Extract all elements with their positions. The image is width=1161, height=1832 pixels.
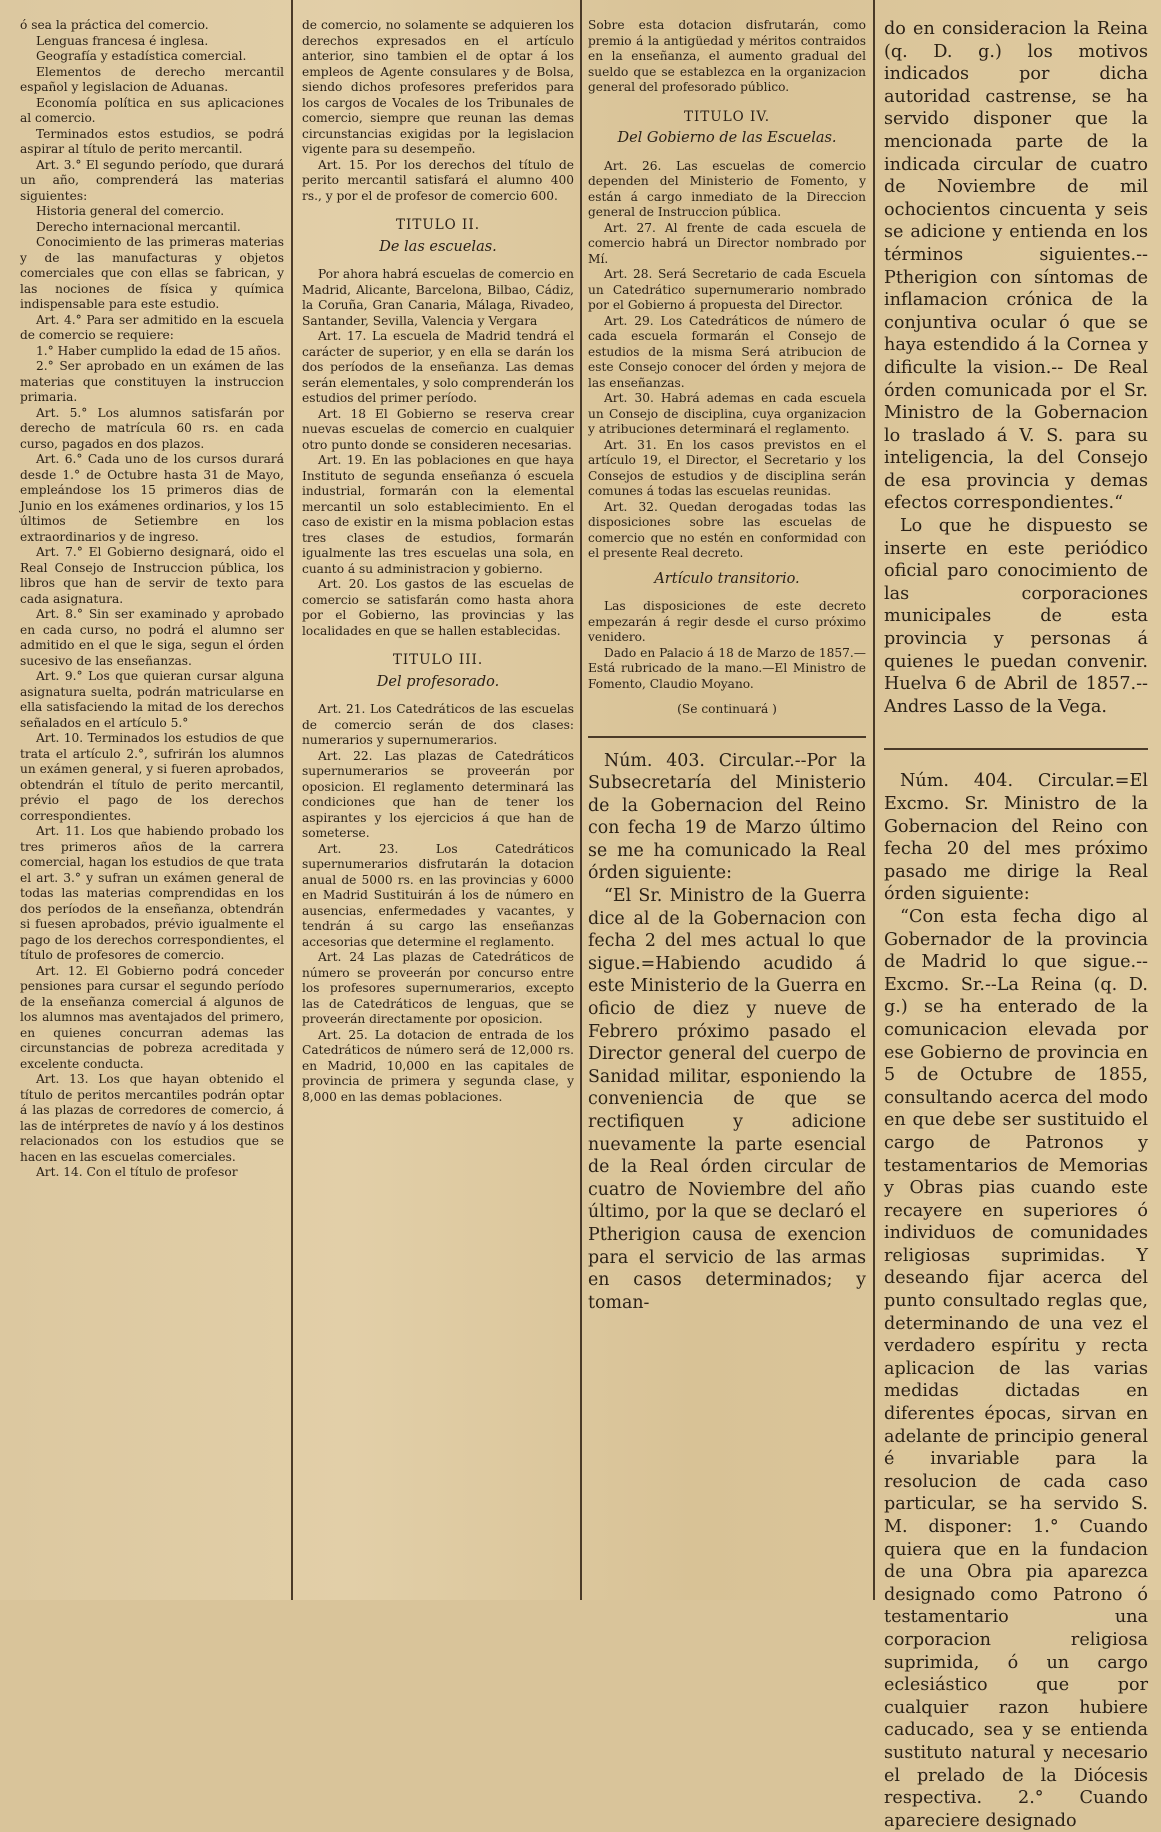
paragraph: de comercio, no solamente se adquieren los derechos expresados en el artículo anterior, sino tambien el de optar á los empleos de Agente consulares y de Bolsa, siendo dichos profesores preferidos para los cargos de Vocales de los Tribunales de comercio, siempre que reunan las demas circunstancias exigidas por la legislacion vigente para su desempeño. xyxy=(302,18,574,156)
article: Art. 25. La dotacion de entrada de los Catedráticos de número será de 12,000 rs. en Madrid, 10,000 en las capitales de provincia de primera y segunda clase, y 8,000 en las demas poblaciones. xyxy=(302,1027,574,1104)
article: Art. 29. Los Catedráticos de número de cada escuela formarán el Consejo de estudios de la misma Será atribucion de este Consejo conocer del órden y mejora de las enseñanzas. xyxy=(588,313,866,390)
article: Art. 3.° El segundo período, que durará un año, comprenderá las materias siguientes: xyxy=(20,157,284,203)
paragraph: Derecho internacional mercantil. xyxy=(36,219,241,234)
article: Art. 19. En las poblaciones en que haya Instituto de segunda enseñanza ó escuela industrial, formarán con la elemental mercantil un solo establecimiento. En el caso de existir en la misma poblacion estas tres clases de estudios, formarán igualmente las tres escuelas una sola, en cuanto á su administracion y gobierno. xyxy=(302,453,574,576)
column-rule xyxy=(580,0,582,1600)
paragraph: Geografía y estadística comercial. xyxy=(36,49,247,63)
section-subheading: Artículo transitorio. xyxy=(654,570,800,587)
circular-paragraph: Núm. 403. Circular.--Por la Subsecretaría del Ministerio de la Gobernacion del Reino con fecha 19 de Marzo último se me ha comunicado la Real órden siguiente: xyxy=(588,750,866,884)
paragraph: Economía política en sus aplicaciones al comercio. xyxy=(20,95,284,125)
paragraph: 2.° Ser aprobado en un exámen de las materias que constituyen la instruccion primaria. xyxy=(20,359,284,404)
article: Art. 10. Terminados los estudios de que trata el artículo 2.°, sufrirán los alumnos un exámen general, y si fueren aprobados, obtendrán el título de perito mercantil, prévio el pago de los derechos correspondientes. xyxy=(20,731,284,823)
column-rule xyxy=(873,0,875,1600)
article: Art. 32. Quedan derogadas todas las disposiciones sobre las escuelas de comercio que no estén en conformidad con el presente Real decreto. xyxy=(588,499,866,560)
article: Art. 30. Habrá ademas en cada escuela un Consejo de disciplina, cuya organizacion y atribuciones determinará el reglamento. xyxy=(588,391,866,436)
column-2 xyxy=(302,18,574,1105)
circular-paragraph: Lo que he dispuesto se inserte en este periódico oficial paro conocimiento de las corporaciones municipales de esta provincia y personas á quienes le puedan convenir. Huelva 6 de Abril de 1857.--Andres Lasso de la Vega. xyxy=(884,516,1148,717)
column-4 xyxy=(884,18,1148,1832)
section-divider xyxy=(884,748,1148,750)
column-1 xyxy=(20,18,284,1181)
column-3 xyxy=(588,18,866,1314)
paragraph: Lenguas francesa é inglesa. xyxy=(36,33,209,48)
article: Art. 31. En los casos previstos en el artículo 19, el Director, el Secretario y los Consejos de estudios y de disciplina serán comunes á todas las escuelas reunidas. xyxy=(588,437,866,498)
circular-paragraph: Núm. 404. Circular.=El Excmo. Sr. Ministro de la Gobernacion del Reino con fecha 20 del mes próximo pasado me dirige la Real órden siguiente: xyxy=(884,771,1148,905)
section-heading: TITULO II. xyxy=(396,217,480,233)
circular-paragraph: do en consideracion la Reina (q. D. g.) los motivos indicados por dicha autoridad castrense, se ha servido disponer que la mencionada parte de la indicada circular de cuatro de Noviembre de mil ochocientos cincuenta y seis se adicione y entienda en los términos siguientes.--Ptherigion con síntomas de inflamacion crónica de la conjuntiva ocular ó que se haya estendido á la Cornea y dificulte la vision.-- De Real órden comunicada por el Sr. Ministro de la Gobernacion lo traslado á V. S. para su inteligencia, la del Consejo de esa provincia y demas efectos correspondientes.“ xyxy=(884,19,1148,514)
continued-note: (Se continuará ) xyxy=(677,702,777,716)
article: Art. 24 Las plazas de Catedráticos de número se proveerán por concurso entre los profesores supernumerarios, excepto las de Catedráticos de lenguas, que se proveerán directamente por oposicion. xyxy=(302,950,574,1026)
article: Art. 15. Por los derechos del título de perito mercantil satisfará el alumno 400 rs., y por el de profesor de comercio 600. xyxy=(302,157,574,203)
paragraph: ó sea la práctica del comercio. xyxy=(20,18,209,32)
article: Art. 23. Los Catedráticos supernumerarios disfrutarán la dotacion anual de 5000 rs. en las provincias y 6000 en Madrid Sustituirán á los de número en ausencias, enfermedades y vacantes, y tendrán á su cargo las enseñanzas accesorias que determine el reglamento. xyxy=(302,841,574,949)
article: Art. 12. El Gobierno podrá conceder pensiones para cursar el segundo período de la enseñanza comercial á algunos de los alumnos mas aventajados del primero, en quienes concurran ademas las circunstancias de pobreza acreditada y excelente conducta. xyxy=(20,963,284,1071)
article: Art. 7.° El Gobierno designará, oido el Real Consejo de Instruccion pública, los libros que han de servir de texto para cada asignatura. xyxy=(20,545,284,606)
article: Art. 17. La escuela de Madrid tendrá el carácter de superior, y en ella se darán los dos períodos de la enseñanza. Las demas serán elementales, y solo comprenderán los estudios del primer período. xyxy=(302,329,574,405)
article: Art. 11. Los que habiendo probado los tres primeros años de la carrera comercial, hagan los estudios de que trata el art. 3.° y sufran un exámen general de todas las materias comprendidas en los dos períodos de la enseñanza, obtendrán si fuesen aprobados, prévio igualmente el pago de los derechos correspondientes, el título de profesores de comercio. xyxy=(20,824,284,962)
column-rule xyxy=(291,0,293,1600)
article: Art. 5.° Los alumnos satisfarán por derecho de matrícula 60 rs. en cada curso, pagados en dos plazos. xyxy=(20,405,284,451)
article: Art. 9.° Los que quieran cursar alguna asignatura suelta, podrán matricularse en ella satisfaciendo la mitad de los derechos señalados en el artículo 5.° xyxy=(20,669,284,730)
circular-paragraph: “El Sr. Ministro de la Guerra dice al de la Gobernacion con fecha 2 del mes actual lo que sigue.=Habiendo acudido á este Ministerio de la Guerra en oficio de diez y nueve de Febrero próximo pasado el Director general del cuerpo de Sanidad militar, esponiendo la conveniencia de que se rectifiquen y adicione nuevamente la parte esencial de la Real órden circular de cuatro de Noviembre del año último, por la que se declaró el Ptherigion causa de exencion para el servicio de las armas en casos determinados; y toman- xyxy=(588,886,866,1313)
paragraph: Por ahora habrá escuelas de comercio en Madrid, Alicante, Barcelona, Bilbao, Cádiz, la Coruña, Gran Canaria, Málaga, Rivadeo, Santander, Sevilla, Valencia y Vergara xyxy=(302,267,574,328)
paragraph: Elementos de derecho mercantil español y legislacion de Aduanas. xyxy=(20,64,284,94)
article: Art. 27. Al frente de cada escuela de comercio habrá un Director nombrado por Mí. xyxy=(588,220,866,266)
paragraph: Las disposiciones de este decreto empezarán á regir desde el curso próximo venidero. xyxy=(588,599,866,644)
paragraph: 1.° Haber cumplido la edad de 15 años. xyxy=(36,343,281,358)
article: Art. 22. Las plazas de Catedráticos supernumerarios se proveerán por oposicion. El reglamento determinará las condiciones que han de tener los aspirantes y los ejercicios á que han de someterse. xyxy=(302,748,574,840)
paragraph: Sobre esta dotacion disfrutarán, como premio á la antigüedad y méritos contraidos en la enseñanza, el aumento gradual del sueldo que se establezca en la organizacion general del profesorado público. xyxy=(588,18,866,94)
section-subheading: Del profesorado. xyxy=(376,673,500,690)
article: Art. 28. Será Secretario de cada Escuela un Catedrático supernumerario nombrado por el Gobierno á propuesta del Director. xyxy=(588,267,866,312)
article: Art. 20. Los gastos de las escuelas de comercio se satisfarán como hasta ahora por el Gobierno, las provincias y las localidades en que se hallen establecidas. xyxy=(302,577,574,638)
paragraph: Dado en Palacio á 18 de Marzo de 1857.—Está rubricado de la mano.—El Ministro de Fomento, Claudio Moyano. xyxy=(588,645,866,691)
circular-paragraph: “Con esta fecha digo al Gobernador de la provincia de Madrid lo que sigue.--Excmo. Sr.--La Reina (q. D. g.) se ha enterado de la comunicacion elevada por ese Gobierno de provincia en 5 de Octubre de 1855, consultando acerca del modo en que debe ser sustituido el cargo de Patronos y testamentarios de Memorias y Obras pias cuando este recayere en superiores ó individuos de comunidades religiosas suprimidas. Y deseando fijar acerca del punto consultado reglas que, determinando de una vez el verdadero espíritu y recta aplicacion de las varias medidas dictadas en diferentes épocas, sirvan en adelante de principio general é invariable para la resolucion de cada caso particular, se ha servido S. M. disponer: 1.° Cuando quiera que en la fundacion de una Obra pia aparezca designado como Patrono ó testamentario una corporacion religiosa suprimida, ó un cargo eclesiástico que por cualquier razon hubiere caducado, sea y se entienda sustituto natural y necesario el prelado de la Diócesis respectiva. 2.° Cuando apareciere designado xyxy=(884,906,1148,1831)
section-heading: TITULO IV. xyxy=(683,108,771,125)
paragraph: Terminados estos estudios, se podrá aspirar al título de perito mercantil. xyxy=(20,126,284,156)
paragraph: Conocimiento de las primeras materias y de las manufacturas y objetos comerciales que con ellas se fabrican, y las nociones de física y química indispensable para este estudio. xyxy=(20,235,284,311)
paragraph: Historia general del comercio. xyxy=(36,204,225,218)
article: Art. 4.° Para ser admitido en la escuela de comercio se requiere: xyxy=(20,312,284,342)
section-divider xyxy=(588,736,866,738)
section-subheading: De las escuelas. xyxy=(379,238,497,255)
article: Art. 8.° Sin ser examinado y aprobado en cada curso, no podrá el alumno ser admitido en el que le siga, segun el órden sucesivo de las enseñanzas. xyxy=(20,607,284,668)
article: Art. 18 El Gobierno se reserva crear nuevas escuelas de comercio en cualquier otro punto donde se consideren necesarias. xyxy=(302,406,574,452)
article: Art. 26. Las escuelas de comercio dependen del Ministerio de Fomento, y están á cargo inmediato de la Direccion general de Instruccion pública. xyxy=(588,158,866,219)
section-subheading: Del Gobierno de las Escuelas. xyxy=(617,130,837,146)
section-heading: TITULO III. xyxy=(392,652,484,668)
article: Art. 13. Los que hayan obtenido el título de peritos mercantiles podrán optar á las plazas de corredores de comercio, á las de intérpretes de navío y á los destinos relacionados con los estudios que se hacen en las escuelas comerciales. xyxy=(20,1072,284,1164)
article: Art. 14. Con el título de profesor xyxy=(36,1165,238,1179)
article: Art. 6.° Cada uno de los cursos durará desde 1.° de Octubre hasta 31 de Mayo, empleándose los 15 primeros dias de Junio en los exámenes ordinarios, y los 15 últimos de Setiembre en los extraordinarios y de ingreso. xyxy=(20,452,284,544)
article: Art. 21. Los Catedráticos de las escuelas de comercio serán de dos clases: numerarios y supernumerarios. xyxy=(302,702,574,747)
